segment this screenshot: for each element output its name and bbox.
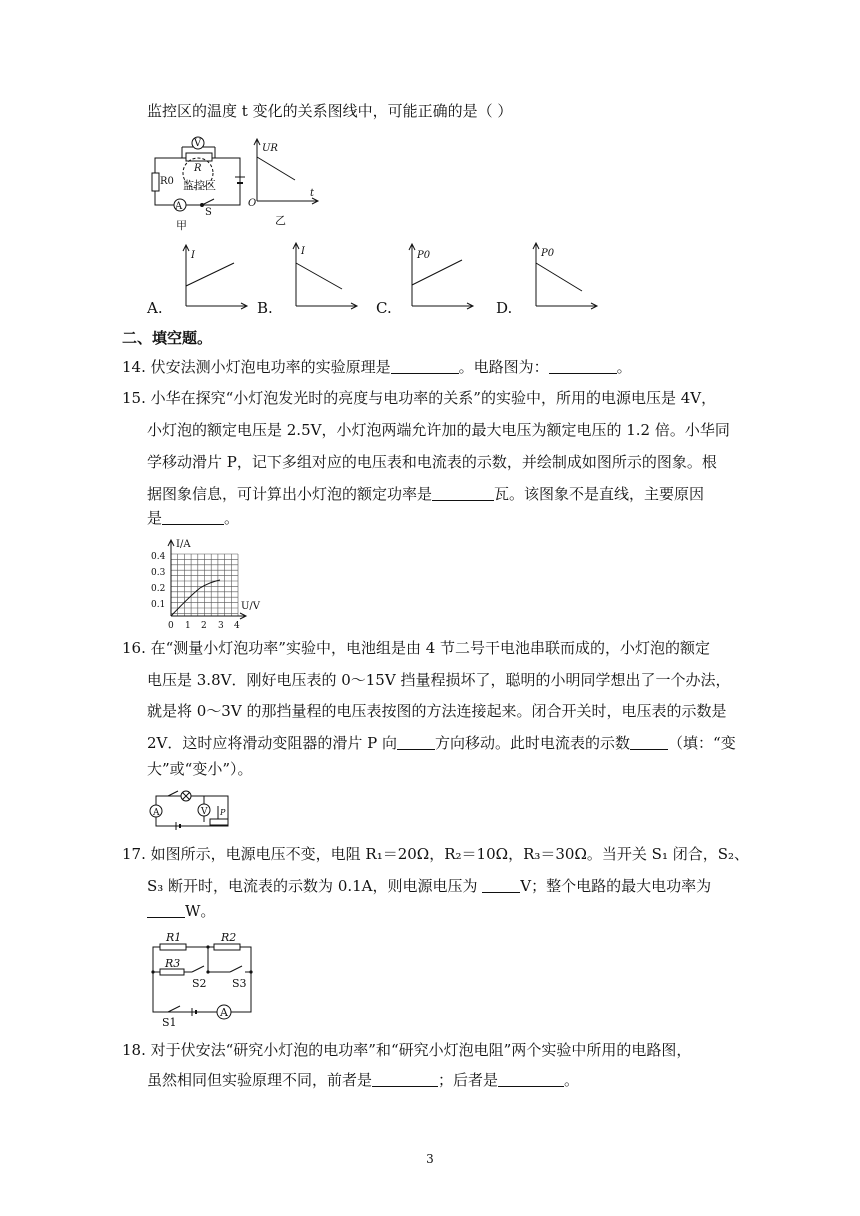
question-15-line-2: 小灯泡的额定电压是 2.5V，小灯泡两端允许加的最大电压为额定电压的 1.2 倍。小华同 bbox=[147, 421, 730, 439]
q17-s3-label: S3 bbox=[232, 977, 247, 990]
q15-x-tick-2: 2 bbox=[201, 621, 207, 631]
q16-text-4c: （填：“变 bbox=[668, 734, 736, 752]
q14-text: 伏安法测小灯泡电功率的实验原理是 bbox=[150, 358, 391, 376]
yi-origin: O bbox=[248, 198, 257, 209]
q15-text-5b: 。 bbox=[224, 509, 240, 527]
q17-circuit-figure bbox=[148, 930, 263, 1029]
q16-number: 16. bbox=[122, 639, 146, 657]
q17-r3-label: R3 bbox=[165, 957, 181, 970]
q14-text-2: 。电路图为： bbox=[458, 358, 549, 376]
q18-number: 18. bbox=[122, 1041, 146, 1059]
option-a-y-label: I bbox=[191, 250, 195, 261]
q17-text-1: 如图所示，电源电压不变，电阻 R₁＝20Ω，R₂＝10Ω，R₃＝30Ω。当开关 S₁ 闭合，S₂、 bbox=[150, 845, 750, 863]
q17-text-2b: V；整个电路的最大电功率为 bbox=[520, 877, 712, 895]
option-b-graph bbox=[284, 241, 364, 313]
q17-r2-label: R2 bbox=[221, 931, 237, 944]
section-title: 二、填空题。 bbox=[122, 329, 213, 347]
q15-blank-1[interactable] bbox=[432, 485, 494, 501]
option-c-graph bbox=[400, 242, 480, 314]
question-16-line-1 bbox=[122, 638, 710, 658]
q15-x-tick-4: 4 bbox=[234, 621, 240, 631]
figure-caption-yi: 乙 bbox=[275, 214, 286, 227]
yi-y-label: UR bbox=[262, 143, 278, 154]
q17-text-3b: W。 bbox=[185, 902, 216, 920]
q15-text-4a: 据图象信息，可计算出小灯泡的额定功率是 bbox=[147, 485, 433, 503]
option-d-y-label: P0 bbox=[541, 248, 555, 259]
option-c-letter: C. bbox=[376, 299, 392, 317]
q16-text-1: 在“测量小灯泡功率”实验中，电池组是由 4 节二号干电池串联而成的，小灯泡的额定 bbox=[150, 639, 711, 657]
q15-y-tick-0.3: 0.3 bbox=[151, 568, 166, 578]
option-b-y-label: I bbox=[301, 246, 305, 257]
option-d-letter: D. bbox=[496, 299, 513, 317]
q17-r1-label: R1 bbox=[166, 931, 182, 944]
q15-y-tick-0.4: 0.4 bbox=[151, 552, 166, 562]
q17-s2-label: S2 bbox=[192, 977, 207, 990]
q15-y-tick-0.1: 0.1 bbox=[151, 600, 166, 610]
q16-circuit-figure bbox=[148, 786, 238, 832]
q15-x-label: U/V bbox=[241, 601, 261, 612]
question-16-line-4 bbox=[147, 733, 736, 753]
q15-number: 15. bbox=[122, 389, 146, 407]
question-15-line-5 bbox=[147, 508, 239, 528]
q18-blank-1[interactable] bbox=[372, 1071, 438, 1087]
q14-blank-2[interactable] bbox=[549, 358, 617, 374]
q18-text-2b: ；后者是 bbox=[438, 1071, 499, 1089]
q15-x-tick-3: 3 bbox=[218, 621, 224, 631]
q16-slider-label: P bbox=[220, 808, 226, 817]
q17-number: 17. bbox=[122, 845, 146, 863]
ammeter-label: A bbox=[175, 201, 183, 212]
q17-ammeter-label: A bbox=[220, 1006, 228, 1019]
q16-voltmeter-label: V bbox=[201, 807, 208, 817]
question-15-line-3: 学移动滑片 P，记下多组对应的电压表和电流表的示数，并绘制成如图所示的图象。根 bbox=[147, 453, 717, 471]
yi-x-label: t bbox=[310, 188, 315, 199]
question-15-line-4 bbox=[147, 484, 704, 504]
q18-text-2a: 虽然相同但实验原理不同，前者是 bbox=[147, 1071, 373, 1089]
q15-text-5a: 是 bbox=[147, 509, 163, 527]
switch-s-label: S bbox=[205, 207, 212, 218]
q15-x-tick-0: 0 bbox=[168, 621, 174, 631]
graph-figure-yi bbox=[245, 137, 330, 232]
q17-blank-1[interactable] bbox=[482, 877, 520, 893]
q17-s1-label: S1 bbox=[162, 1016, 177, 1029]
q16-blank-1[interactable] bbox=[397, 734, 435, 750]
q17-text-2a: S₃ 断开时，电流表的示数为 0.1A，则电源电压为 bbox=[147, 877, 483, 895]
q15-text-4b: 瓦。该图象不是直线，主要原因 bbox=[494, 485, 705, 503]
q18-text-2c: 。 bbox=[564, 1071, 580, 1089]
option-d-graph bbox=[524, 241, 604, 313]
zone-label: 监控区 bbox=[183, 179, 216, 192]
question-16-line-2: 电压是 3.8V．刚好电压表的 0～15V 挡量程损坏了，聪明的小明同学想出了一个办法， bbox=[147, 671, 731, 689]
q15-iu-graph bbox=[148, 536, 263, 631]
option-b-letter: B. bbox=[257, 299, 273, 317]
q15-y-label: I/A bbox=[176, 539, 191, 550]
q15-x-tick-1: 1 bbox=[185, 621, 191, 631]
question-17-line-2 bbox=[147, 876, 711, 896]
question-17-line-1 bbox=[122, 844, 749, 864]
circuit-figure-jia bbox=[150, 133, 245, 232]
q15-text-1: 小华在探究“小灯泡发光时的亮度与电功率的关系”的实验中，所用的电源电压是 4V， bbox=[150, 389, 717, 407]
voltmeter-label: V bbox=[194, 138, 202, 149]
question-18-line-2 bbox=[147, 1070, 579, 1090]
question-17-line-3 bbox=[147, 901, 215, 921]
q14-blank-1[interactable] bbox=[391, 358, 459, 374]
q14-text-3: 。 bbox=[616, 358, 632, 376]
q15-y-tick-0.2: 0.2 bbox=[151, 584, 166, 594]
q16-text-4a: 2V．这时应将滑动变阻器的滑片 P 向 bbox=[147, 734, 398, 752]
question-18-line-1 bbox=[122, 1040, 691, 1060]
question-16-line-3: 就是将 0～3V 的那挡量程的电压表按图的方法连接起来。闭合开关时，电压表的示数是 bbox=[147, 702, 727, 720]
question-15-line-1 bbox=[122, 388, 716, 408]
q18-blank-2[interactable] bbox=[498, 1071, 564, 1087]
q18-text-1: 对于伏安法“研究小灯泡的电功率”和“研究小灯泡电阻”两个实验中所用的电路图， bbox=[150, 1041, 692, 1059]
question-16-line-5: 大”或“变小”）。 bbox=[147, 760, 253, 778]
q16-ammeter-label: A bbox=[153, 808, 160, 818]
option-c-y-label: P0 bbox=[417, 250, 431, 261]
r-label: R bbox=[194, 163, 202, 174]
q15-blank-2[interactable] bbox=[162, 509, 224, 525]
option-a-graph bbox=[174, 243, 254, 315]
page-number: 3 bbox=[426, 1152, 434, 1166]
q14-number: 14. bbox=[122, 358, 146, 376]
question-14 bbox=[122, 357, 632, 377]
question-13-tail: 监控区的温度 t 变化的关系图线中，可能正确的是（ ） bbox=[147, 102, 513, 120]
q17-blank-2[interactable] bbox=[147, 902, 185, 918]
q16-blank-2[interactable] bbox=[630, 734, 668, 750]
q16-text-4b: 方向移动。此时电流表的示数 bbox=[435, 734, 631, 752]
option-a-letter: A. bbox=[147, 299, 163, 317]
r0-label: R0 bbox=[160, 176, 174, 187]
figure-caption-jia: 甲 bbox=[176, 219, 187, 232]
